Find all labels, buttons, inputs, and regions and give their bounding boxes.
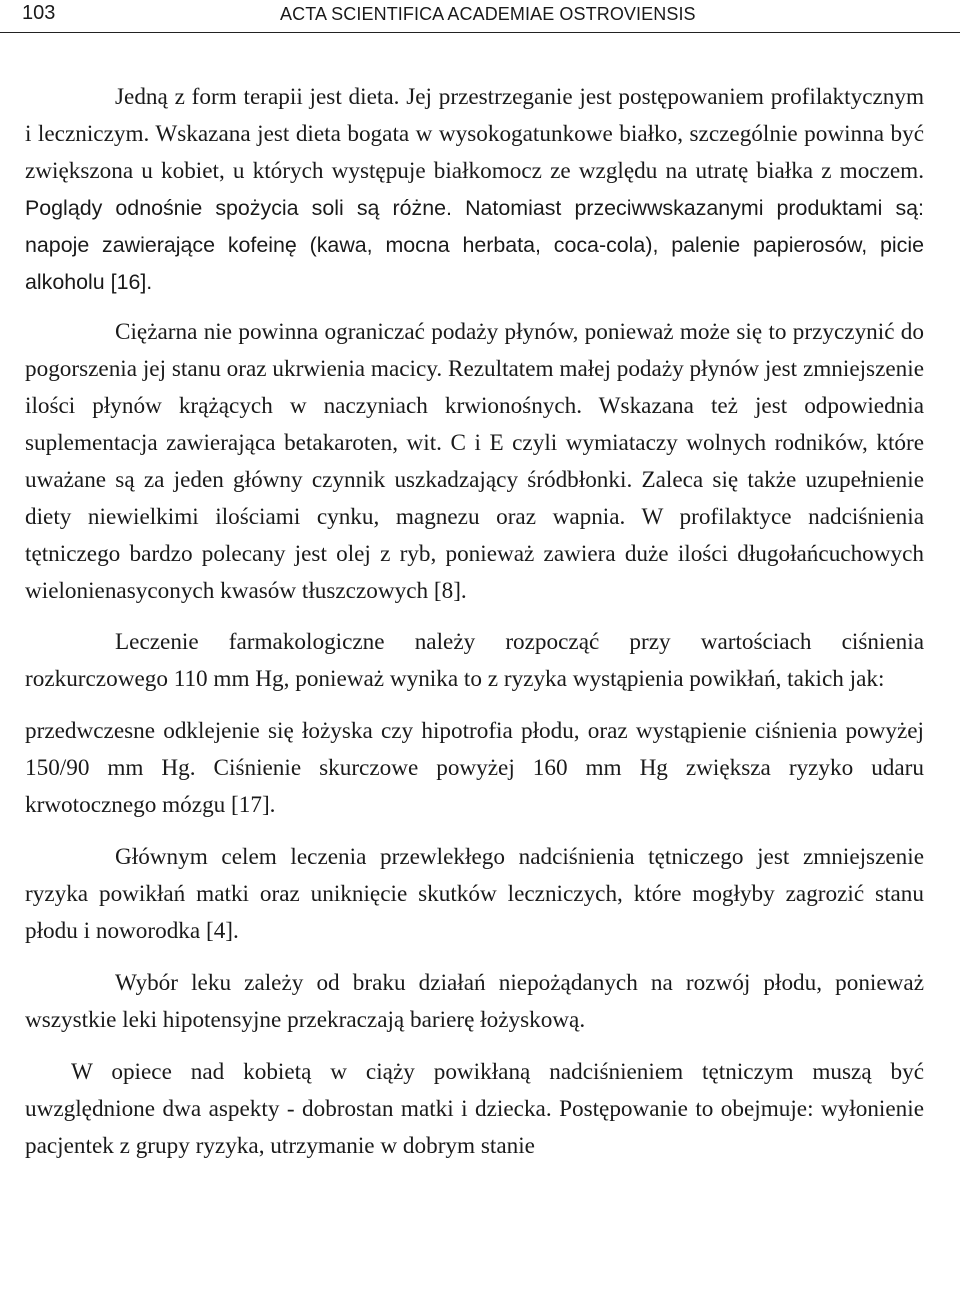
paragraph-diet [25,79,924,301]
paragraph-pharmacological: Leczenie farmakologiczne należy rozpocząć przy wartościach ciśnienia rozkurczowego 110 mm Hg, ponieważ wynika to z ryzyka wystąpienia powikłań, takich jak: [25,629,924,692]
paragraph-drug-choice: Wybór leku zależy od braku działań niepożądanych na rozwój płodu, ponieważ wszystkie leki hipotensyjne przekraczają barierę łożyskową. [25,970,924,1033]
paragraph-diet-serif: Jedną z form terapii jest dieta. Jej przestrzeganie jest postępowaniem profilaktycznym i leczniczym. Wskazana jest dieta bogata w wysokogatunkowe białko, szczególnie powinna być zwiększona u kobiet, u których występuje białkomocz ze względu na utratę białka z moczem. [25,84,924,184]
paragraph-care: W opiece nad kobietą w ciąży powikłaną nadciśnieniem tętniczym muszą być uwzględnione dwa aspekty - dobrostan matki i dziecka. Postępowanie to obejmuje: wyłonienie pacjentek z grupy ryzyka, utrzymanie w dobrym stanie [25,1059,924,1159]
body-text [25,79,924,1165]
paragraph-diet-sans: Poglądy odnośnie spożycia soli są różne. Natomiast przeciwwskazanymi produktami są: napoje zawierające kofeinę (kawa, mocna herbata, coca-cola), palenie papierosów, picie alkoholu [16]. [25,196,924,294]
paragraph-complications: przedwczesne odklejenie się łożyska czy hipotrofia płodu, oraz wystąpienie ciśnienia powyżej 150/90 mm Hg. Ciśnienie skurczowe powyżej 160 mm Hg zwiększa ryzyko udaru krwotocznego mózgu [17]. [25,718,924,818]
paragraph-fluids: Ciężarna nie powinna ograniczać podaży płynów, ponieważ może się to przyczynić do pogorszenia jej stanu oraz ukrwienia macicy. Rezultatem małej podaży płynów jest zmniejszenie ilości płynów krążących w naczyniach krwionośnych. Wskazana też jest odpowiednia suplementacja zawierająca betakaroten, wit. C i E czyli wymiataczy wolnych rodników, które uważane są za jeden główny czynnik uszkadzający śródbłonki. Zaleca się także uzupełnienie diety niewielkimi ilościami cynku, magnezu oraz wapnia. W profilaktyce nadciśnienia tętniczego bardzo polecany jest olej z ryb, ponieważ zawiera duże ilości długołańcuchowych wielonienasyconych kwasów tłuszczowych [8]. [25,319,924,604]
running-header [0,0,960,33]
journal-title: ACTA SCIENTIFICA ACADEMIAE OSTROVIENSIS [280,4,696,24]
page-number: 103 [22,2,56,24]
paragraph-treatment-goal: Głównym celem leczenia przewlekłego nadciśnienia tętniczego jest zmniejszenie ryzyka powikłań matki oraz uniknięcie skutków leczniczych, które mogłyby zagrozić stanu płodu i noworodka [4]. [25,844,924,944]
